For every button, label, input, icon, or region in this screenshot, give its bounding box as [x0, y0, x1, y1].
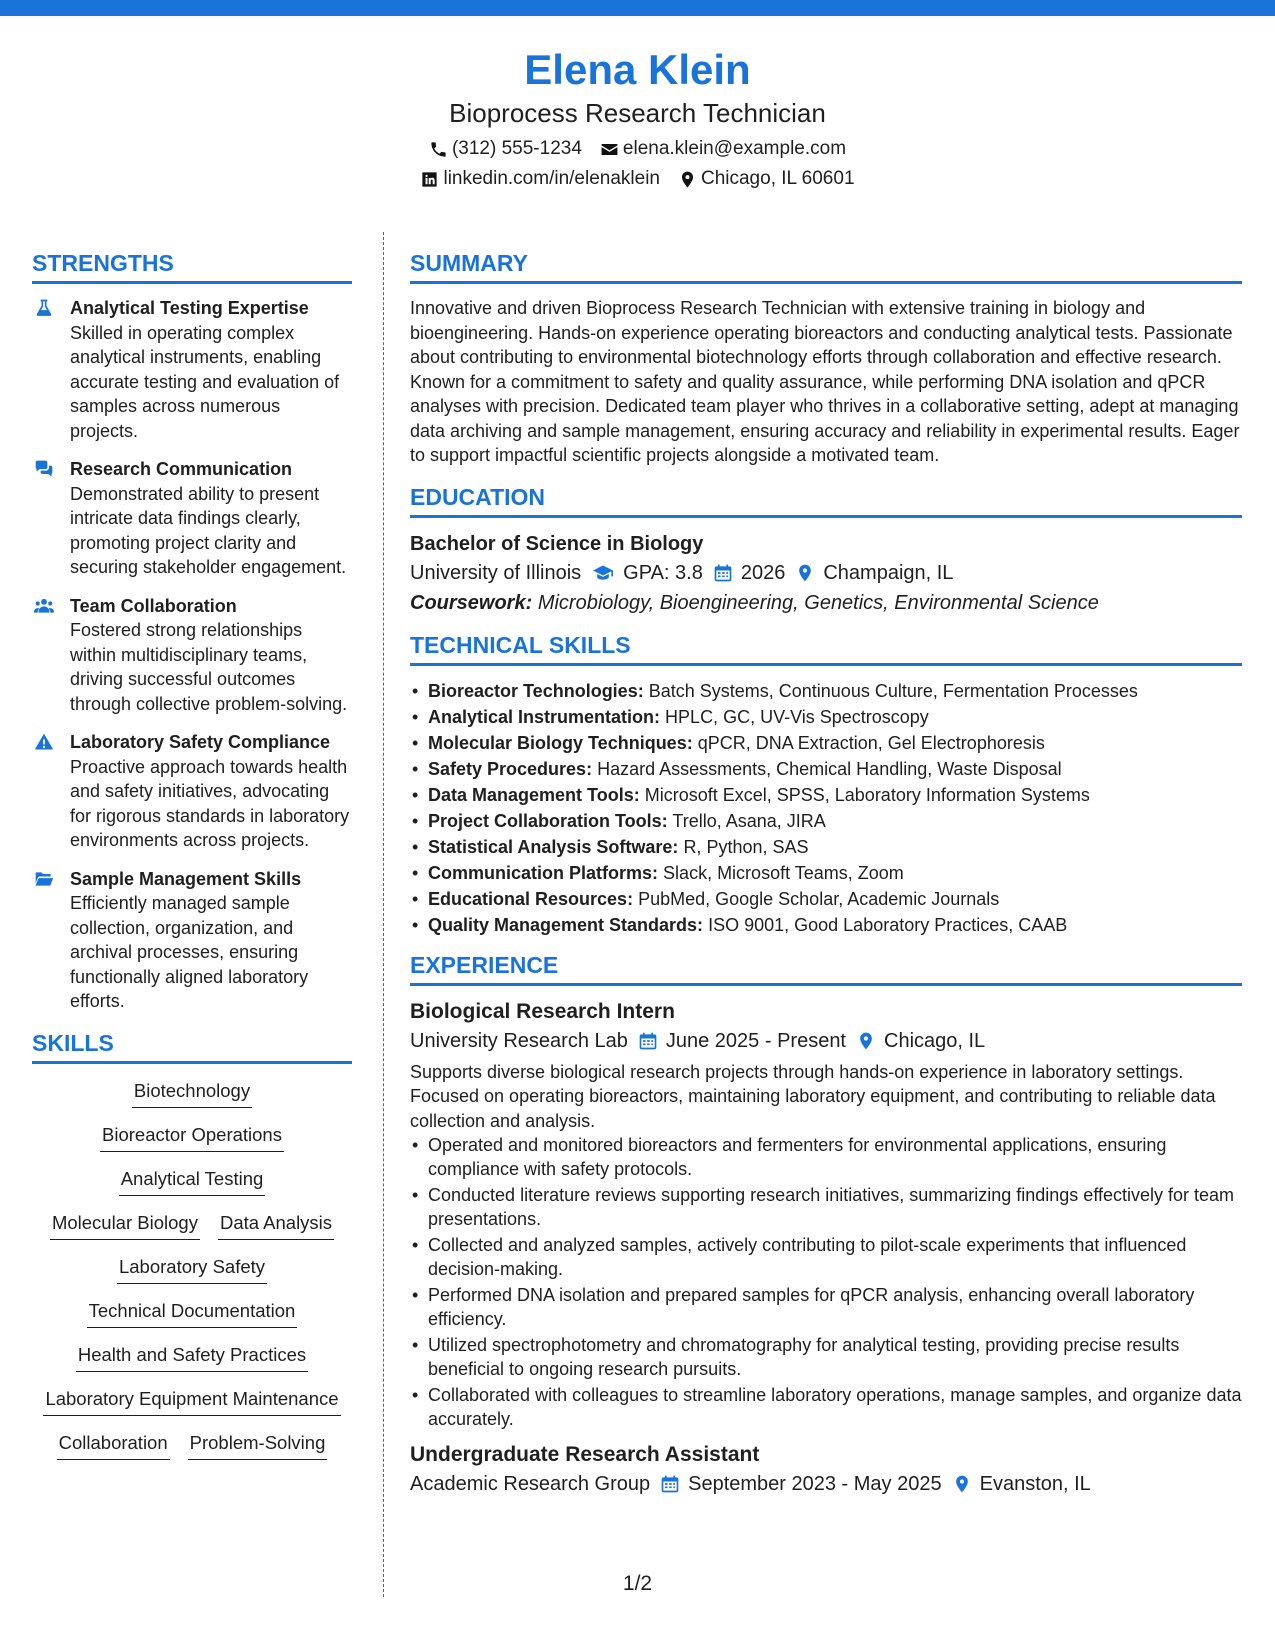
email-contact[interactable] — [600, 136, 846, 162]
list-item — [410, 808, 1242, 834]
strength-text: Proactive approach towards health and safety initiatives, advocating for rigorous standards in laboratory environments across projects. — [70, 756, 350, 850]
skills-list — [32, 1078, 352, 1474]
summary-heading: SUMMARY — [410, 248, 1242, 284]
location-contact — [678, 166, 855, 192]
candidate-name: Elena Klein — [524, 46, 751, 93]
coursework — [410, 588, 1242, 618]
skills-heading: SKILLS — [32, 1028, 352, 1064]
folder-open-icon — [33, 869, 55, 889]
skill-tag: Technical Documentation — [87, 1298, 298, 1328]
location-text: Chicago, IL 60601 — [700, 168, 855, 189]
contact-row-1 — [0, 136, 1275, 162]
edu-location-item — [795, 558, 953, 588]
resume-header — [0, 44, 1275, 192]
strength-title: Research Communication — [70, 459, 293, 479]
warning-icon — [33, 732, 55, 752]
calendar-icon — [713, 563, 733, 583]
skill-tag: Analytical Testing — [119, 1166, 266, 1196]
strength-item — [32, 457, 352, 580]
technical-skills-list — [410, 678, 1242, 938]
job-dates: September 2023 - May 2025 — [688, 1473, 942, 1495]
job-entry — [410, 1441, 1242, 1499]
job-description: Supports diverse biological research projects through hands-on experience in laboratory settings. Focused on operating bioreactors, maintaining laboratory equipment, and contributing to reliable data collection and analysis. — [410, 1061, 1216, 1131]
job-meta — [410, 1469, 1242, 1499]
linkedin-icon — [420, 170, 439, 189]
job-title: Biological Research Intern — [410, 999, 675, 1023]
strength-item — [32, 296, 352, 443]
job-dates-item — [638, 1026, 846, 1056]
candidate-title: Bioprocess Research Technician — [449, 98, 826, 128]
strength-item — [32, 594, 352, 717]
strength-title: Laboratory Safety Compliance — [70, 732, 331, 752]
map-pin-icon — [795, 563, 815, 583]
strength-title: Analytical Testing Expertise — [70, 298, 309, 318]
year-item — [713, 558, 786, 588]
job-dates: June 2025 - Present — [665, 1029, 846, 1052]
skill-category: Safety Procedures: — [428, 758, 593, 779]
job-location-item — [856, 1026, 985, 1056]
list-item: • Collaborated with colleagues to streamline laboratory operations, manage samples, and organize data accurately. — [410, 1383, 1242, 1431]
skill-values: Microsoft Excel, SPSS, Laboratory Information Systems — [644, 784, 1090, 805]
column-divider — [383, 232, 384, 1597]
calendar-icon — [638, 1031, 658, 1051]
strength-item — [32, 867, 352, 1014]
strength-item — [32, 730, 352, 853]
skill-tag: Problem-Solving — [188, 1430, 328, 1460]
linkedin-contact[interactable] — [420, 166, 660, 192]
skill-category: Communication Platforms: — [428, 862, 659, 883]
list-item: • Performed DNA isolation and prepared samples for qPCR analysis, enhancing overall laboratory efficiency. — [410, 1283, 1242, 1331]
page-number: 1/2 — [622, 1572, 653, 1595]
skill-values: Slack, Microsoft Teams, Zoom — [663, 862, 904, 883]
skill-tag: Molecular Biology — [50, 1210, 200, 1240]
skill-category: Data Management Tools: — [428, 784, 640, 805]
skill-values: PubMed, Google Scholar, Academic Journals — [638, 888, 1000, 909]
phone-contact[interactable] — [429, 136, 582, 162]
skill-tag: Laboratory Safety — [117, 1254, 267, 1284]
list-item — [410, 730, 1242, 756]
skill-category: Molecular Biology Techniques: — [428, 732, 693, 753]
left-column — [32, 248, 352, 1474]
coursework-list: Microbiology, Bioengineering, Genetics, Environmental Science — [537, 591, 1099, 614]
school-name: University of Illinois — [410, 561, 582, 584]
linkedin-text: linkedin.com/in/elenaklein — [443, 168, 660, 189]
summary-text: Innovative and driven Bioprocess Research Technician with extensive training in biology and bioengineering. Hands-on experience operating bioreactors and conducting analytical tests. Passionate about contributing to environmental biotechnology efforts through collaboration and effective research. Known for a commitment to safety and quality assurance, while performing DNA isolation and qPCR analyses with precision. Dedicated team player who thrives in a collaborative setting, adept at managing data archiving and sample management, ensuring accuracy and reliability in experimental results. Eager to support impactful scientific projects alongside a motivated team. — [410, 298, 1240, 465]
contact-row-2 — [0, 166, 1275, 192]
education-heading: EDUCATION — [410, 482, 1242, 518]
experience-heading: EXPERIENCE — [410, 950, 1242, 986]
graduation-cap-icon — [591, 563, 615, 583]
degree-title: Bachelor of Science in Biology — [410, 532, 704, 555]
gpa-text: GPA: 3.8 — [623, 561, 703, 584]
skill-tag: Collaboration — [57, 1430, 170, 1460]
list-item: • Operated and monitored bioreactors and fermenters for environmental applications, ensuring compliance with safety protocols. — [410, 1133, 1242, 1181]
phone-icon — [429, 140, 448, 159]
skill-values: Hazard Assessments, Chemical Handling, Waste Disposal — [597, 758, 1062, 779]
job-entry — [410, 998, 1242, 1432]
list-item — [410, 782, 1242, 808]
list-item: • Utilized spectrophotometry and chromatography for analytical testing, providing precise results beneficial to ongoing research pursuits. — [410, 1333, 1242, 1381]
education-meta — [410, 558, 1242, 588]
list-item — [410, 886, 1242, 912]
skill-values: ISO 9001, Good Laboratory Practices, CAAB — [708, 914, 1068, 935]
right-column — [410, 248, 1242, 1499]
strength-text: Demonstrated ability to present intricate data findings clearly, promoting project clarity and securing stakeholder engagement. — [70, 483, 347, 577]
map-pin-icon — [856, 1031, 876, 1051]
skill-values: R, Python, SAS — [683, 836, 809, 857]
job-bullets — [410, 1133, 1242, 1431]
coursework-label: Coursework: — [410, 591, 533, 614]
gpa-item — [591, 558, 703, 588]
list-item — [410, 912, 1242, 938]
skill-values: Trello, Asana, JIRA — [672, 810, 826, 831]
calendar-icon — [660, 1474, 680, 1494]
skill-category: Statistical Analysis Software: — [428, 836, 679, 857]
skill-tag: Data Analysis — [218, 1210, 334, 1240]
list-item — [410, 704, 1242, 730]
email-text: elena.klein@example.com — [622, 138, 847, 159]
skill-values: HPLC, GC, UV-Vis Spectroscopy — [665, 706, 929, 727]
job-org: Academic Research Group — [410, 1473, 651, 1495]
school-location: Champaign, IL — [823, 561, 954, 584]
skill-category: Project Collaboration Tools: — [428, 810, 668, 831]
list-item: • Collected and analyzed samples, actively contributing to pilot-scale experiments that influenced decision-making. — [410, 1233, 1242, 1281]
strength-text: Skilled in operating complex analytical instruments, enabling accurate testing and evaluation of samples across numerous projects. — [70, 322, 340, 441]
strength-text: Fostered strong relationships within multidisciplinary teams, driving successful outcomes through collective problem-solving. — [70, 620, 348, 714]
skill-tag: Bioreactor Operations — [100, 1122, 284, 1152]
map-pin-icon — [678, 170, 697, 189]
users-icon — [33, 596, 55, 616]
job-dates-item — [660, 1469, 942, 1499]
list-item — [410, 860, 1242, 886]
strengths-heading: STRENGTHS — [32, 248, 352, 284]
strength-text: Efficiently managed sample collection, organization, and archival processes, ensuring functionally aligned laboratory efforts. — [70, 893, 309, 1011]
list-item — [410, 756, 1242, 782]
job-org: University Research Lab — [410, 1029, 628, 1052]
list-item — [410, 834, 1242, 860]
skill-category: Bioreactor Technologies: — [428, 680, 644, 701]
job-location: Evanston, IL — [979, 1473, 1091, 1495]
job-location: Chicago, IL — [884, 1029, 986, 1052]
job-title: Undergraduate Research Assistant — [410, 1443, 760, 1466]
graduation-year: 2026 — [740, 561, 786, 584]
job-location-item — [952, 1469, 1091, 1499]
strength-title: Team Collaboration — [70, 595, 237, 616]
envelope-icon — [600, 140, 619, 159]
skill-category: Quality Management Standards: — [428, 914, 704, 935]
skill-values: qPCR, DNA Extraction, Gel Electrophoresis — [697, 732, 1045, 753]
phone-text: (312) 555-1234 — [451, 138, 582, 159]
skill-tag: Health and Safety Practices — [76, 1342, 308, 1372]
flask-icon — [33, 298, 55, 318]
skill-category: Educational Resources: — [428, 888, 634, 909]
skill-tag: Biotechnology — [132, 1078, 252, 1108]
comments-icon — [33, 459, 55, 479]
list-item: • Conducted literature reviews supporting research initiatives, summarizing findings effectively for team presentations. — [410, 1183, 1242, 1231]
skill-category: Analytical Instrumentation: — [428, 706, 661, 727]
job-meta — [410, 1026, 1242, 1056]
technical-skills-heading: TECHNICAL SKILLS — [410, 630, 1242, 666]
map-pin-icon — [952, 1474, 972, 1494]
skill-values: Batch Systems, Continuous Culture, Fermentation Processes — [648, 680, 1138, 701]
strength-title: Sample Management Skills — [70, 868, 302, 889]
list-item — [410, 678, 1242, 704]
skill-tag: Laboratory Equipment Maintenance — [43, 1386, 340, 1416]
top-accent-bar — [0, 0, 1275, 16]
